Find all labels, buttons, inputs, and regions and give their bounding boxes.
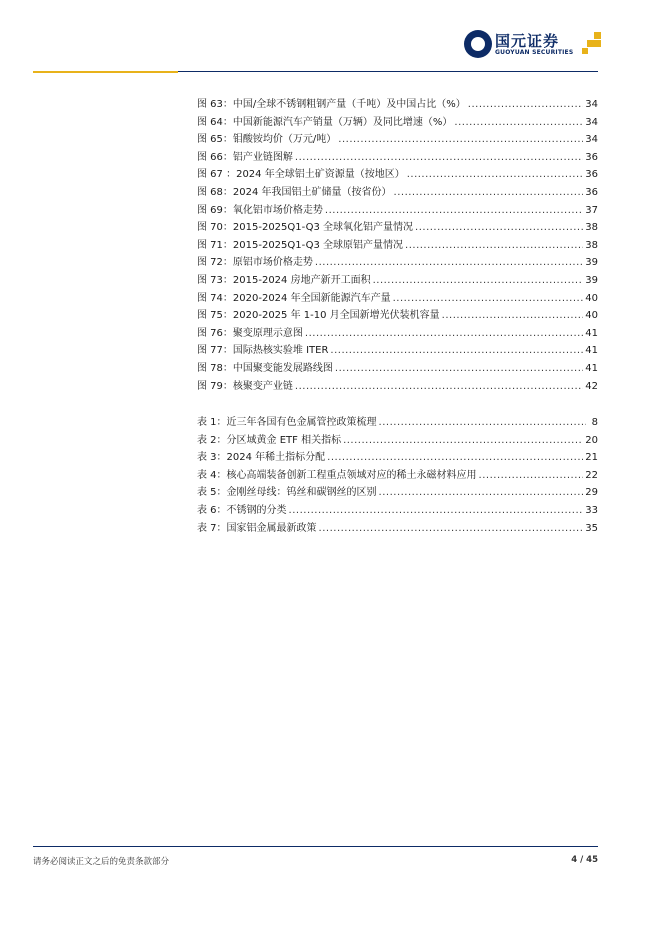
toc-entry-page: 34 [585, 134, 598, 146]
toc-entry-label: 表 6：不锈钢的分类 [197, 504, 287, 516]
toc-entry-label: 图 76：聚变原理示意图 [197, 327, 303, 339]
toc-entry[interactable] [197, 165, 598, 183]
toc-entry-page: 38 [585, 222, 598, 234]
toc-leader-dots [330, 345, 583, 356]
toc-entry-label: 图 69：氧化铝市场价格走势 [197, 204, 323, 216]
toc-leader-dots [325, 205, 583, 216]
toc-entry-label: 图 70：2015-2025Q1-Q3 全球氧化铝产量情况 [197, 222, 414, 234]
toc-entry-page: 8 [591, 417, 598, 428]
toc-entry-label: 图 71：2015-2025Q1-Q3 全球原铝产量情况 [197, 239, 404, 251]
toc-leader-dots [394, 187, 584, 198]
footer-disclaimer: 请务必阅读正文之后的免责条款部分 [33, 857, 170, 867]
toc-entry[interactable] [197, 201, 598, 219]
toc-entry[interactable] [197, 148, 598, 166]
toc-entry-page: 33 [585, 504, 598, 516]
toc-entry-page: 22 [585, 469, 598, 481]
toc-entry-page: 36 [585, 186, 598, 198]
toc-entry[interactable] [197, 253, 598, 271]
toc-entry-label: 图 66：铝产业链图解 [197, 151, 293, 163]
toc-entry-label: 表 4：核心高端装备创新工程重点领域对应的稀土永磁材料应用 [197, 469, 477, 481]
toc-leader-dots [338, 134, 583, 145]
toc-leader-dots [295, 152, 583, 163]
page-number: 4 / 45 [571, 855, 598, 865]
toc-leader-dots [405, 240, 583, 251]
toc-leader-dots [442, 310, 584, 321]
logo-emblem-icon [464, 30, 492, 58]
toc-entry[interactable] [197, 306, 598, 324]
toc-entry-label: 图 74：2020-2024 年全国新能源汽车产量 [197, 292, 391, 304]
toc-entry-label: 图 63：中国/全球不锈钢粗钢产量（千吨）及中国占比（%） [197, 99, 466, 110]
toc-entry[interactable] [197, 324, 598, 342]
toc-entry-page: 36 [585, 151, 598, 163]
toc-entry-page: 29 [585, 487, 598, 499]
logo-name: 国元证券 [495, 32, 560, 50]
toc-entry-label: 表 5：金刚丝母线：钨丝和碳钢丝的区别 [197, 487, 377, 499]
toc-entry-label: 表 3：2024 年稀土指标分配 [197, 452, 326, 464]
toc-entry[interactable] [197, 130, 598, 148]
toc-entry[interactable] [197, 271, 598, 289]
toc-entry[interactable] [197, 359, 598, 377]
figure-index [197, 95, 598, 394]
toc-entry-page: 41 [585, 345, 598, 357]
toc-entry-page: 40 [585, 292, 598, 304]
toc-entry-label: 图 64：中国新能源汽车产销量（万辆）及同比增速（%） [197, 116, 453, 128]
header-divider-navy [178, 71, 598, 72]
toc-entry-page: 41 [585, 327, 598, 339]
toc-entry[interactable] [197, 519, 598, 537]
toc-entry[interactable] [197, 431, 598, 449]
toc-leader-dots [295, 381, 583, 392]
toc-leader-dots [319, 523, 584, 534]
toc-entry-page: 42 [585, 380, 598, 392]
toc-entry[interactable] [197, 95, 598, 113]
toc-entry-page: 21 [585, 452, 598, 464]
toc-entry-label: 图 65：钼酸铵均价（万元/吨） [197, 134, 337, 146]
toc-entry-page: 35 [585, 522, 598, 534]
toc-leader-dots [289, 505, 584, 516]
company-logo [464, 30, 604, 60]
toc-entry-page: 38 [585, 239, 598, 251]
toc-leader-dots [373, 275, 584, 286]
toc-entry-page: 39 [585, 274, 598, 286]
table-index [197, 413, 598, 536]
toc-entry-page: 20 [585, 434, 598, 446]
logo-squares-icon [582, 32, 602, 56]
toc-entry[interactable] [197, 483, 598, 501]
toc-leader-dots [327, 452, 583, 463]
toc-entry-label: 图 79：核聚变产业链 [197, 380, 293, 392]
toc-entry[interactable] [197, 289, 598, 307]
toc-leader-dots [343, 435, 583, 446]
toc-leader-dots [454, 117, 583, 128]
toc-entry-label: 表 7：国家铝金属最新政策 [197, 522, 317, 534]
toc-entry[interactable] [197, 413, 598, 431]
footer-divider [33, 846, 598, 847]
toc-entry[interactable] [197, 113, 598, 131]
toc-entry-label: 图 75：2020-2025 年 1-10 月全国新增光伏装机容量 [197, 310, 440, 322]
toc-entry[interactable] [197, 183, 598, 201]
toc-entry-page: 34 [585, 99, 598, 110]
toc-leader-dots [315, 257, 583, 268]
toc-entry-page: 40 [585, 310, 598, 322]
toc-entry-label: 图 67 ：2024 年全球铝土矿资源量（按地区） [197, 169, 405, 181]
toc-entry-label: 图 72：原铝市场价格走势 [197, 257, 313, 269]
toc-entry-label: 图 68：2024 年我国铝土矿储量（按省份） [197, 186, 392, 198]
toc-entry-label: 图 73：2015-2024 房地产新开工面积 [197, 274, 371, 286]
toc-entry[interactable] [197, 466, 598, 484]
toc-entry[interactable] [197, 448, 598, 466]
toc-leader-dots [468, 99, 583, 110]
toc-leader-dots [479, 470, 584, 481]
toc-entry-page: 34 [585, 116, 598, 128]
toc-entry-label: 表 1：近三年各国有色金属管控政策梳理 [197, 417, 377, 428]
toc-leader-dots [393, 293, 584, 304]
toc-leader-dots [335, 363, 583, 374]
toc-leader-dots [379, 417, 586, 428]
toc-entry-page: 39 [585, 257, 598, 269]
toc-entry-label: 图 78：中国聚变能发展路线图 [197, 362, 333, 374]
toc-leader-dots [415, 222, 583, 233]
toc-entry-label: 表 2：分区域黄金 ETF 相关指标 [197, 434, 342, 446]
toc-entry-page: 41 [585, 362, 598, 374]
toc-entry-label: 图 77：国际热核实验堆 ITER [197, 345, 329, 357]
toc-entry-page: 37 [585, 204, 598, 216]
toc-entry[interactable] [197, 341, 598, 359]
toc-entry-page: 36 [585, 169, 598, 181]
toc-entry[interactable] [197, 377, 598, 395]
toc-entry[interactable] [197, 218, 598, 236]
toc-leader-dots [379, 487, 584, 498]
logo-subtitle: GUOYUAN SECURITIES [495, 49, 574, 56]
toc-leader-dots [305, 328, 583, 339]
toc-leader-dots [407, 169, 584, 180]
toc-entry[interactable] [197, 501, 598, 519]
toc-entry[interactable] [197, 236, 598, 254]
header-divider-gold [33, 71, 178, 73]
